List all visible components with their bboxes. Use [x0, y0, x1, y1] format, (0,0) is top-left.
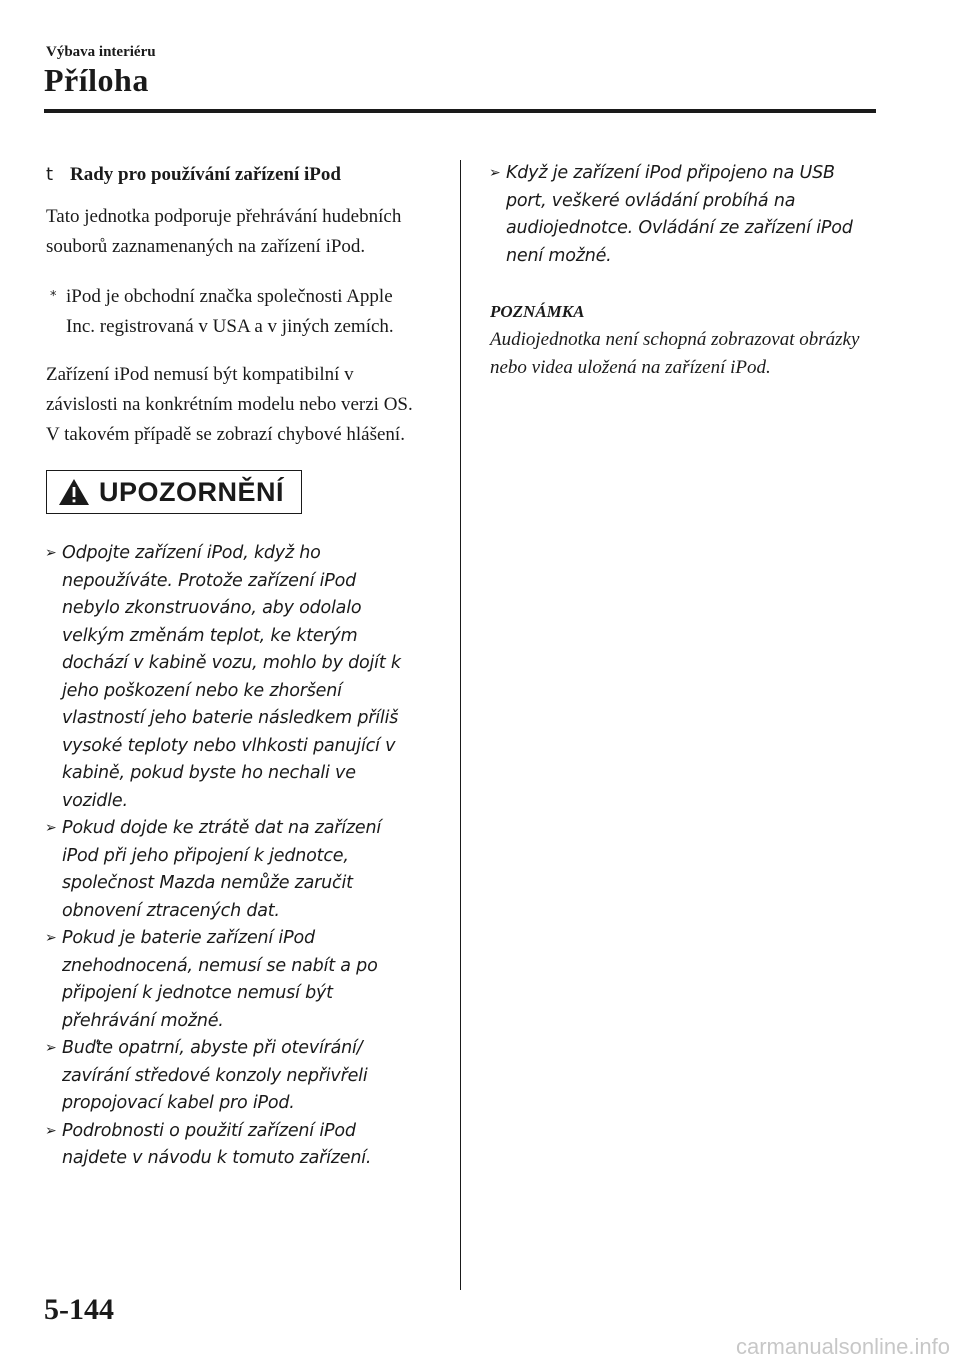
trademark-footnote [46, 282, 418, 342]
compatibility-paragraph: Zařízení iPod nemusí být kompatibilní v závislosti na konkrétním modelu nebo verzi OS. V takovém případě se zobrazí chybové hlášení. [46, 364, 413, 445]
page-number: 5-144 [44, 1293, 114, 1326]
note-text: Audiojednotka není schopná zobrazovat obrázky nebo videa uložená na zařízení iPod. [490, 329, 860, 378]
bullet-arrow-icon: ➢ [45, 1040, 57, 1056]
caution-label: UPOZORNĚNÍ [99, 476, 285, 507]
list-item [46, 815, 418, 925]
list-item [46, 1035, 418, 1118]
section-title: Rady pro používání zařízení iPod [70, 164, 341, 185]
column-divider [460, 160, 461, 1290]
caution-item-text: Když je zařízení iPod připojeno na USB port, veškeré ovládání probíhá na audiojednotce. Ovládání ze zařízení iPod není možné. [506, 163, 853, 266]
left-column [46, 160, 418, 1173]
list-item [490, 160, 878, 270]
section-heading [46, 160, 418, 190]
watermark: carmanualsonline.info [735, 1334, 950, 1359]
asterisk-icon: * [50, 289, 57, 304]
list-item [46, 540, 418, 815]
intro-paragraph: Tato jednotka podporuje přehrávání hudebních souborů zaznamenaných na zařízení iPod. [46, 206, 402, 257]
header-section-label: Výbava interiéru [46, 44, 156, 60]
footnote-text: iPod je obchodní značka společnosti Apple Inc. registrovaná v USA a v jiných zemích. [66, 286, 394, 337]
header-divider [44, 109, 876, 113]
caution-item-text: Pokud dojde ke ztrátě dat na zařízení iPod při jeho připojení k jednotce, společnost Mazda nemůže zaručit obnovení ztracených dat. [62, 818, 381, 921]
bullet-arrow-icon: ➢ [489, 165, 501, 181]
caution-list-continued [490, 160, 878, 270]
warning-triangle-icon [57, 477, 91, 507]
list-item [46, 1118, 418, 1173]
caution-list [46, 540, 418, 1173]
caution-item-text: Pokud je baterie zařízení iPod znehodnocená, nemusí se nabít a po připojení k jednotce nemusí být přehrávání možné. [62, 928, 378, 1031]
bullet-arrow-icon: ➢ [45, 545, 57, 561]
caution-header [46, 470, 302, 514]
list-item [46, 925, 418, 1035]
page-title: Příloha [44, 62, 149, 98]
note-title: POZNÁMKA [490, 302, 585, 321]
bullet-arrow-icon: ➢ [45, 1122, 57, 1139]
bullet-arrow-icon: ➢ [45, 820, 57, 836]
right-column [490, 160, 878, 382]
section-marker-icon: t [46, 164, 54, 185]
caution-item-text: Odpojte zařízení iPod, když ho nepoužíváte. Protože zařízení iPod nebylo zkonstruováno, aby odolalo velkým změnám teplot, ke kterým dochází v kabině vozu, mohlo by dojít k jeho poškození nebo ke zhoršení vlastností jeho baterie následkem příliš vysoké teploty nebo vlhkosti panující v kabině, pokud byste ho nechali ve vozidle. [62, 543, 401, 811]
caution-item-text: Podrobnosti o použití zařízení iPod najdete v návodu k tomuto zařízení. [62, 1120, 372, 1168]
caution-item-text: Buďte opatrní, abyste při otevírání/ zavírání středové konzoly nepřivřeli propojovací kabel pro iPod. [62, 1038, 368, 1113]
bullet-arrow-icon: ➢ [45, 930, 57, 946]
